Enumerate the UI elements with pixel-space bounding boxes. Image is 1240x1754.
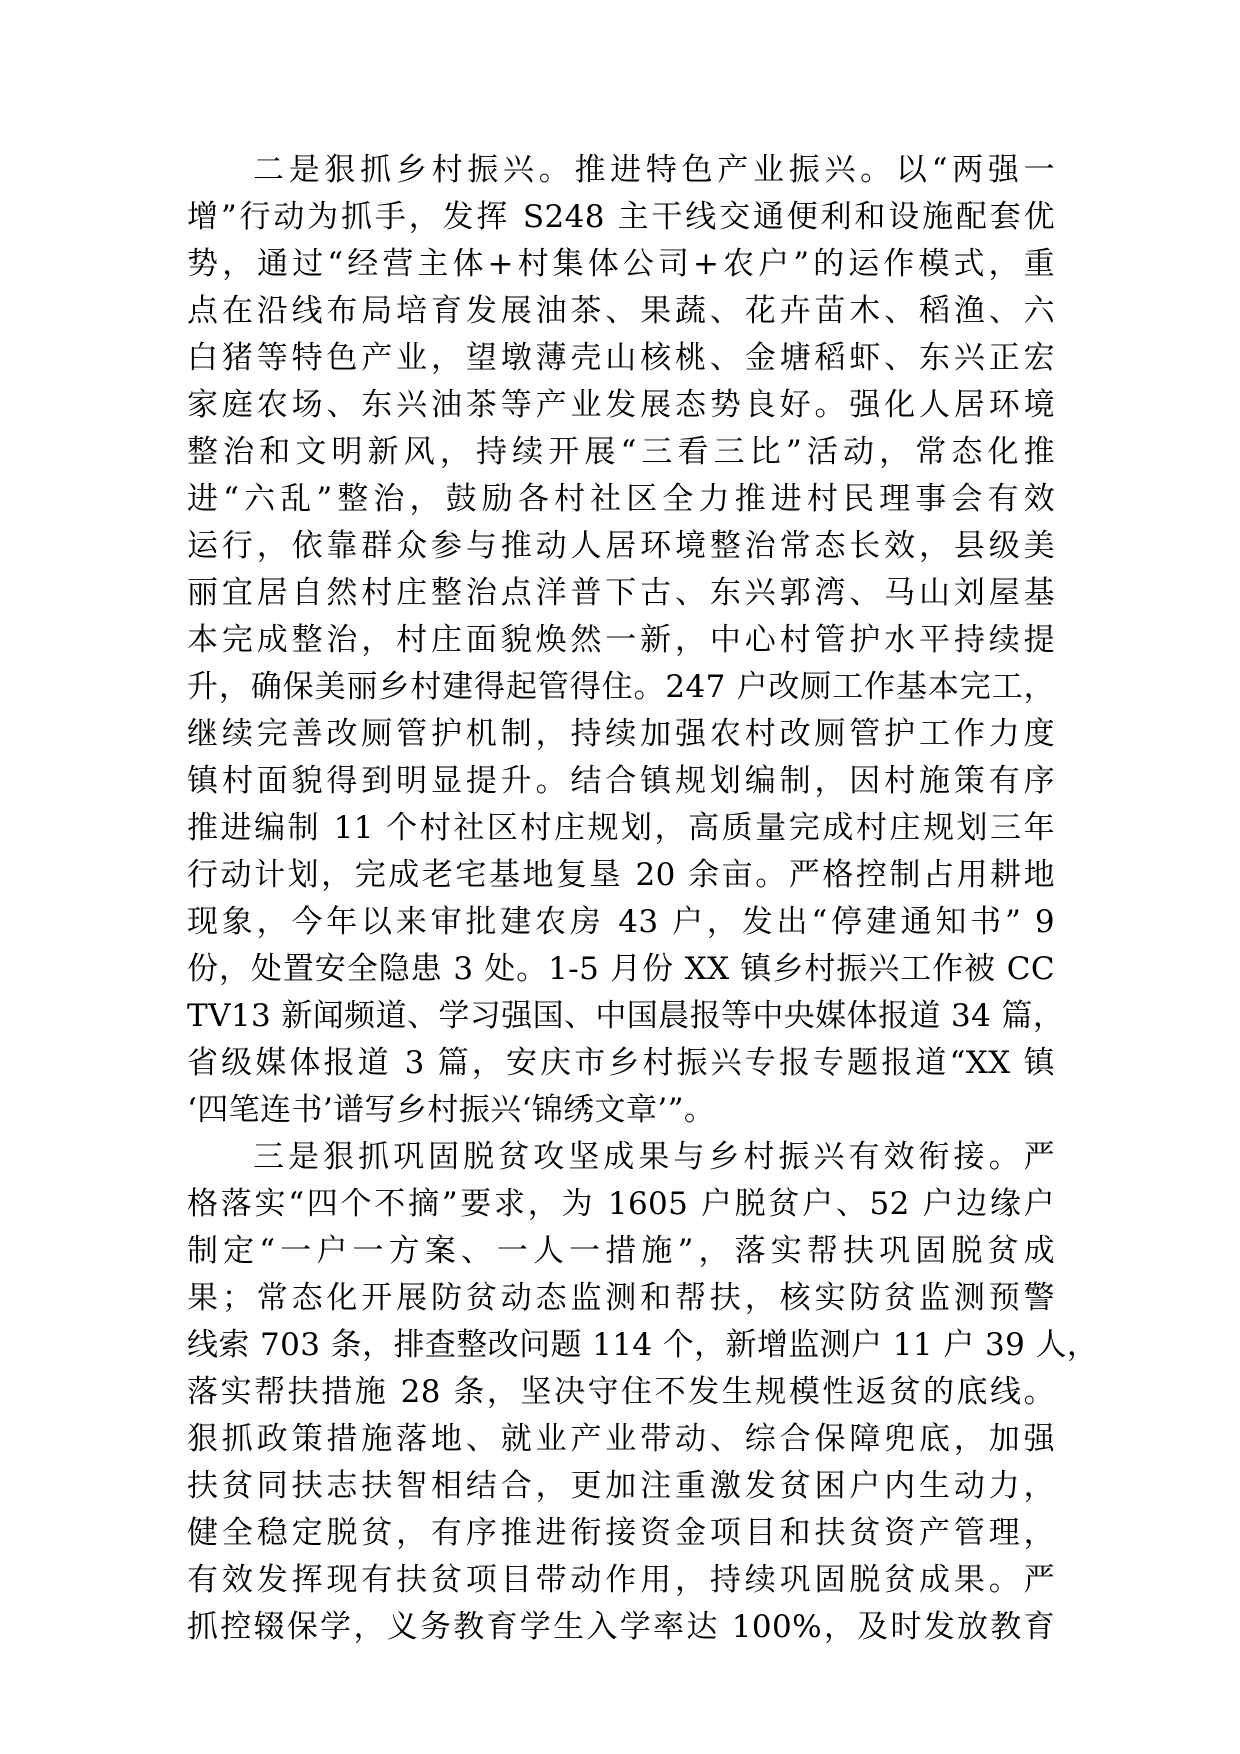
- paragraph-1-line-8: 进“六乱”整治，鼓励各村社区全力推进村民理事会有效: [187, 481, 1055, 517]
- paragraph-2-line-4: 果；常态化开展防贫动态监测和帮扶，核实防贫监测预警: [187, 1280, 1055, 1316]
- paragraph-1-line-14: 镇村面貌得到明显提升。结合镇规划编制，因村施策有序: [187, 763, 1055, 799]
- paragraph-1-line-3: 势，通过“经营主体+村集体公司+农户”的运作模式，重: [187, 246, 1055, 282]
- paragraph-2-line-7: 狠抓政策措施落地、就业产业带动、综合保障兜底，加强: [187, 1421, 1055, 1457]
- paragraph-1-line-18: 份，处置安全隐患 3 处。1-5 月份 XX 镇乡村振兴工作被 CC: [187, 951, 1055, 987]
- paragraph-1-line-9: 运行，依靠群众参与推动人居环境整治常态长效，县级美: [187, 528, 1055, 564]
- document-page: [187, 147, 1099, 1707]
- paragraph-1-line-17: 现象，今年以来审批建农房 43 户，发出“停建通知书” 9: [187, 904, 1055, 940]
- paragraph-1-line-1: 二是狠抓乡村振兴。推进特色产业振兴。以“两强一: [253, 152, 1055, 188]
- paragraph-2-line-11: 抓控辍保学，义务教育学生入学率达 100%，及时发放教育: [187, 1609, 1055, 1645]
- paragraph-2-line-1: 三是狠抓巩固脱贫攻坚成果与乡村振兴有效衔接。严: [253, 1139, 1055, 1175]
- paragraph-1-line-10: 丽宜居自然村庄整治点洋普下古、东兴郭湾、马山刘屋基: [187, 575, 1055, 611]
- paragraph-2-line-2: 格落实“四个不摘”要求，为 1605 户脱贫户、52 户边缘户: [187, 1186, 1055, 1222]
- paragraph-1-line-13: 继续完善改厕管护机制，持续加强农村改厕管护工作力度: [187, 716, 1055, 752]
- paragraph-2-line-3: 制定“一户一方案、一人一措施”，落实帮扶巩固脱贫成: [187, 1233, 1055, 1269]
- paragraph-2-line-5: 线索 703 条，排查整改问题 114 个，新增监测户 11 户 39 人，: [187, 1327, 1099, 1363]
- paragraph-1-line-20: 省级媒体报道 3 篇，安庆市乡村振兴专报专题报道“XX 镇: [187, 1045, 1055, 1081]
- paragraph-1-line-2: 增”行动为抓手，发挥 S248 主干线交通便利和设施配套优: [187, 199, 1055, 235]
- paragraph-1-line-15: 推进编制 11 个村社区村庄规划，高质量完成村庄规划三年: [187, 810, 1055, 846]
- paragraph-1-line-12: 升，确保美丽乡村建得起管得住。247 户改厕工作基本完工，: [187, 669, 1055, 705]
- paragraph-1-line-11: 本完成整治，村庄面貌焕然一新，中心村管护水平持续提: [187, 622, 1055, 658]
- paragraph-1-line-6: 家庭农场、东兴油茶等产业发展态势良好。强化人居环境: [187, 387, 1055, 423]
- paragraph-2-line-8: 扶贫同扶志扶智相结合，更加注重激发贫困户内生动力，: [187, 1468, 1055, 1504]
- paragraph-1-line-4: 点在沿线布局培育发展油茶、果蔬、花卉苗木、稻渔、六: [187, 293, 1055, 329]
- paragraph-1-line-7: 整治和文明新风，持续开展“三看三比”活动，常态化推: [187, 434, 1055, 470]
- paragraph-2-line-10: 有效发挥现有扶贫项目带动作用，持续巩固脱贫成果。严: [187, 1562, 1055, 1598]
- paragraph-1-line-16: 行动计划，完成老宅基地复垦 20 余亩。严格控制占用耕地: [187, 857, 1055, 893]
- paragraph-1-line-19: TV13 新闻频道、学习强国、中国晨报等中央媒体报道 34 篇，: [187, 998, 1065, 1034]
- paragraph-1-line-21: ‘四笔连书’谱写乡村振兴‘锦绣文章’”。: [187, 1092, 716, 1128]
- paragraph-1-line-5: 白猪等特色产业，望墩薄壳山核桃、金塘稻虾、东兴正宏: [187, 340, 1055, 376]
- paragraph-2-line-9: 健全稳定脱贫，有序推进衔接资金项目和扶贫资产管理，: [187, 1515, 1055, 1551]
- paragraph-2-line-6: 落实帮扶措施 28 条，坚决守住不发生规模性返贫的底线。: [187, 1374, 1055, 1410]
